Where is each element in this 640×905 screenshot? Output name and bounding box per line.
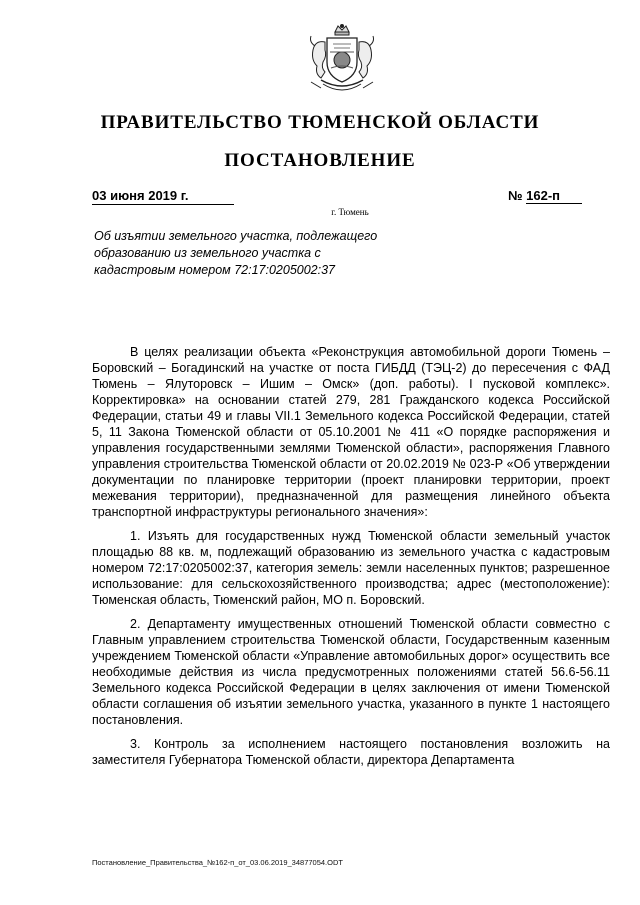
clause-3: 3. Контроль за исполнением настоящего постановления возложить на заместителя Губернатора Тюменской области, директора Департамента — [92, 737, 610, 767]
document-body — [92, 344, 610, 776]
number-value: 162-п — [526, 188, 582, 204]
coat-of-arms-icon — [301, 22, 383, 100]
preamble-paragraph: В целях реализации объекта «Реконструкция автомобильной дороги Тюмень – Боровский – Богадинский на участке от поста ГИБДД (ТЭЦ-2) до пересечения с ФАД Тюмень – Ялуторовск – Ишим – Омск» (доп. работы). I пусковой комплекс». Корректировка» на основании статей 279, 281 Гражданского кодекса Российской Федерации, статьи 49 и главы VII.1 Земельного кодекса Российской Федерации, статей 5, 11 Закона Тюменской области от 05.10.2001 № 411 «О порядке распоряжения и управления государственными землями Тюменской области», распоряжения Главного управления строительства Тюменской области от 20.02.2019 № 023-Р «Об утверждении документации по планировке территории (проект планировки территории, проект межевания территории), предназначенной для размещения линейного объекта транспортной инфраструктуры регионального значения»: — [92, 345, 610, 519]
document-number — [508, 188, 602, 204]
government-title: ПРАВИТЕЛЬСТВО ТЮМЕНСКОЙ ОБЛАСТИ — [100, 112, 540, 133]
city-label: г. Тюмень — [331, 207, 369, 217]
clause-1: 1. Изъять для государственных нужд Тюменской области земельный участок площадью 88 кв. м, подлежащий образованию из земельного участка с кадастровым номером 72:17:0205002:37, категория земель: земли населенных пунктов; разрешенное использование: для сельскохозяйственного производства; адрес (местоположение): Тюменская область, Тюменский район, МО п. Боровский. — [92, 529, 610, 607]
number-sign: № — [508, 188, 523, 203]
document-date: 03 июня 2019 г. — [92, 188, 234, 205]
clause-2: 2. Департаменту имущественных отношений Тюменской области совместно с Главным управлением строительства Тюменской области, Государственным казенным учреждением Тюменской области «Управление автомобильных дорог» осуществить все необходимые действия из числа предусмотренных положениями статей 56.6-56.11 Земельного кодекса Российской Федерации в целях заключения от имени Тюменской области соглашения об изъятии земельного участка, указанного в пункте 1 настоящего постановления. — [92, 617, 610, 727]
file-footer: Постановление_Правительства_№162-п_от_03.06.2019_34877054.ODT — [92, 858, 343, 867]
document-subject: Об изъятии земельного участка, подлежащего образованию из земельного участка с кадастровым номером 72:17:0205002:37 — [94, 229, 378, 277]
document-type-title: ПОСТАНОВЛЕНИЕ — [224, 150, 416, 171]
